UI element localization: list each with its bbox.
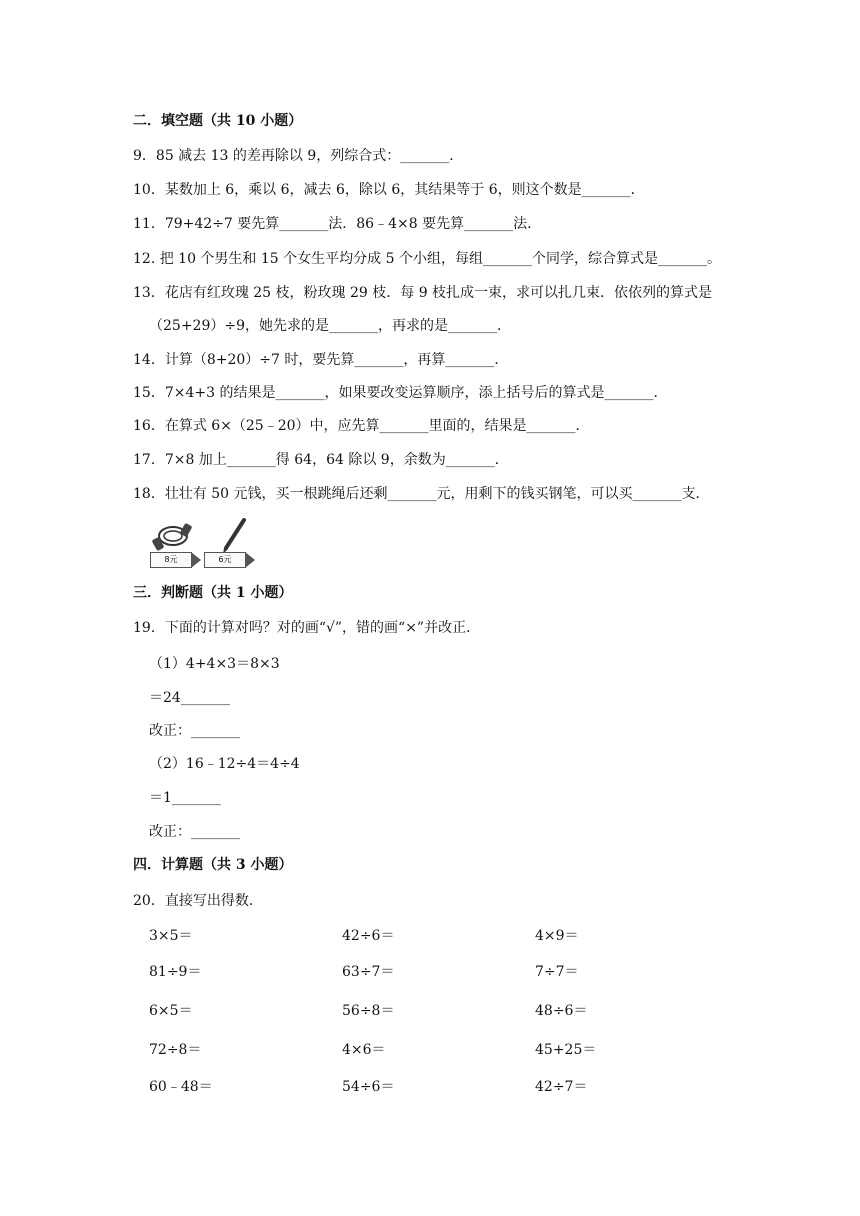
section-calc-heading: 四．计算题（共 3 小题） (133, 857, 293, 873)
question-19: 19．下面的计算对吗？对的画“√”，错的画“×”并改正． (133, 620, 481, 636)
calc-row-1-col-2: 42÷6＝ (342, 928, 395, 944)
pen-icon (202, 518, 260, 554)
calc-row-5-col-1: 60﹣48＝ (149, 1079, 213, 1095)
pen-figure (202, 518, 260, 568)
calc-row-4-col-3: 45+25＝ (535, 1042, 597, 1058)
question-19-part2-correction: 改正：_______ (149, 824, 240, 840)
question-19-part2-result: ＝1_______ (149, 790, 221, 806)
question-13-line2: （25+29）÷9，她先求的是_______，再求的是_______． (149, 318, 511, 334)
calc-row-2-col-2: 63÷7＝ (342, 964, 395, 980)
question-11: 11．79+42÷7 要先算_______法．86﹣4×8 要先算_______法． (133, 216, 542, 232)
question-14: 14．计算（8+20）÷7 时，要先算_______，再算_______． (133, 352, 509, 368)
section-fill-heading: 二．填空题（共 10 小题） (133, 113, 303, 129)
jump-rope-icon (148, 518, 206, 554)
calc-row-4-col-1: 72÷8＝ (149, 1042, 202, 1058)
price-tag-pen: 6元 (204, 552, 246, 568)
question-15: 15．7×4+3 的结果是_______，如果要改变运算顺序，添上括号后的算式是_______． (133, 385, 668, 401)
calc-row-2-col-3: 7÷7＝ (535, 964, 579, 980)
question-19-part1-result: ＝24_______ (149, 690, 230, 706)
question-20: 20．直接写出得数． (133, 893, 263, 909)
jump-rope-figure (148, 518, 206, 568)
calc-row-1-col-1: 3×5＝ (149, 928, 193, 944)
question-19-part2-equation: （2）16﹣12÷4＝4÷4 (149, 756, 300, 772)
calc-row-5-col-2: 54÷6＝ (342, 1079, 395, 1095)
calc-row-3-col-3: 48÷6＝ (535, 1003, 588, 1019)
question-10: 10．某数加上 6，乘以 6，减去 6，除以 6，其结果等于 6，则这个数是_______． (133, 182, 645, 198)
calc-row-1-col-3: 4×9＝ (535, 928, 579, 944)
question-12: 12. 把 10 个男生和 15 个女生平均分成 5 个小组，每组_______个同学，综合算式是_______。 (133, 251, 721, 267)
question-13-line1: 13．花店有红玫瑰 25 枝，粉玫瑰 29 枝．每 9 枝扎成一束，求可以扎几束．依依列的算式是 (133, 285, 713, 301)
question-18: 18．壮壮有 50 元钱，买一根跳绳后还剩_______元，用剩下的钱买钢笔，可以买_______支． (133, 486, 710, 502)
calc-row-5-col-3: 42÷7＝ (535, 1079, 588, 1095)
question-16: 16．在算式 6×（25﹣20）中，应先算_______里面的，结果是_______． (133, 418, 590, 434)
calc-row-2-col-1: 81÷9＝ (149, 964, 202, 980)
section-judge-heading: 三．判断题（共 1 小题） (133, 585, 293, 601)
question-9: 9．85 减去 13 的差再除以 9，列综合式：_______． (133, 148, 464, 164)
question-17: 17．7×8 加上_______得 64，64 除以 9，余数为_______． (133, 452, 509, 468)
calc-row-3-col-2: 56÷8＝ (342, 1003, 395, 1019)
question-19-part1-equation: （1）4+4×3＝8×3 (149, 656, 280, 672)
calc-row-4-col-2: 4×6＝ (342, 1042, 386, 1058)
question-19-part1-correction: 改正：_______ (149, 723, 240, 739)
price-tag-rope: 8元 (150, 552, 192, 568)
calc-row-3-col-1: 6×5＝ (149, 1003, 193, 1019)
